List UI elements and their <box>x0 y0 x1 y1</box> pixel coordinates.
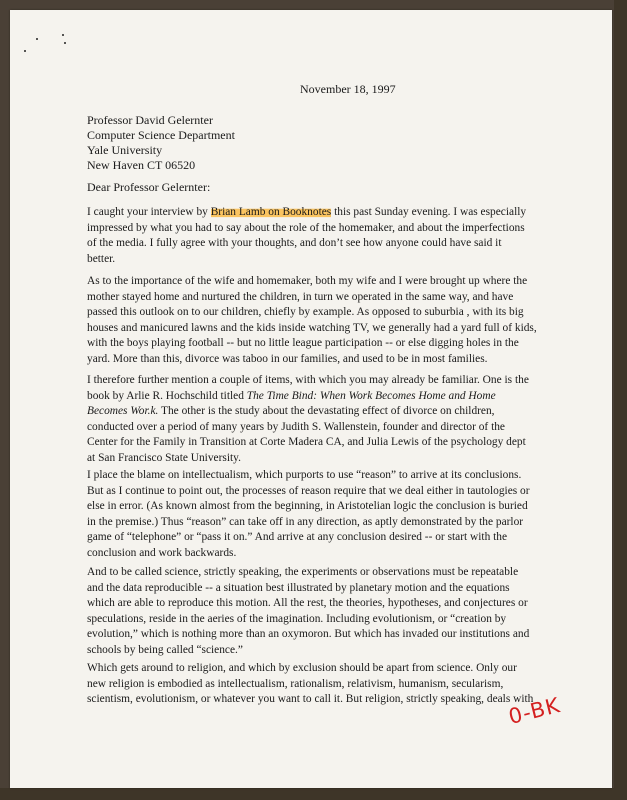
text-line: scientism, evolutionism, or whatever you want to call it. But religion, strictly speaking, deals with <box>87 693 534 706</box>
letter-date: November 18, 1997 <box>300 82 396 96</box>
book-title: The Time Bind: When Work Becomes Home and Home <box>246 389 496 402</box>
text-line: yard. More than this, divorce was taboo in our families, and used to be in most families. <box>87 352 488 365</box>
text-line: conducted over a period of many years by Judith S. Wallenstein, founder and director of the <box>87 420 505 433</box>
recipient-address <box>87 113 235 173</box>
scan-border-right <box>614 0 627 800</box>
text-line: Which gets around to religion, and which by exclusion should be apart from science. Only our <box>87 662 517 674</box>
text-line: I therefore further mention a couple of items, with which you may already be familiar. One is the <box>87 374 529 386</box>
text-line: new religion is embodied as intellectualism, rationalism, relativism, humanism, secularism, <box>87 677 504 690</box>
text-line: conclusion and work backwards. <box>87 546 237 559</box>
scan-specks <box>22 28 82 58</box>
handwritten-note: 0-BK <box>506 693 563 729</box>
paragraph-2 <box>87 274 557 368</box>
recipient-line: New Haven CT 06520 <box>87 158 196 172</box>
text-line: and the data reproducible -- a situation best illustrated by planetary motion and the equations <box>87 581 510 594</box>
text-line: passed this outlook on to our children, chiefly by example. As opposed to suburbia , with its big <box>87 306 524 319</box>
text-line <box>87 205 557 221</box>
text-line: at San Francisco State University. <box>87 451 241 464</box>
highlighted-text: Brian Lamb on Booknotes <box>210 206 332 218</box>
text-line: else in error. (As known almost from the beginning, in Aristotelian logic the conclusion is buried <box>87 500 528 513</box>
text-line: in the premise.) Thus “reason” can take off in any direction, as aptly demonstrated by the parlor <box>87 515 524 528</box>
paragraph-3 <box>87 373 557 467</box>
text-line: which are able to reproduce this motion. All the rest, the theories, hypotheses, and conjectures or <box>87 597 528 610</box>
text-line: of the media. I fully agree with your thoughts, and don’t see how anyone could have said it <box>87 237 502 250</box>
text-line: better. <box>87 252 116 265</box>
text-line: And to be called science, strictly speaking, the experiments or observations must be repeatable <box>87 566 519 578</box>
text-fragment: I caught your interview by <box>87 206 211 218</box>
text-line: mother stayed home and nurtured the children, in turn we operated in the same way, and have <box>87 290 514 303</box>
text-line: houses and manicured lawns and the kids inside watching TV, we generally had a yard full of kids, <box>87 321 537 334</box>
text-line: evolution,” which is nothing more than an oxymoron. But which has invaded our institutions and <box>87 628 530 641</box>
text-line: As to the importance of the wife and homemaker, both my wife and I were brought up where the <box>87 275 528 287</box>
text-line: I place the blame on intellectualism, which purports to use “reason” to arrive at its conclusions. <box>87 469 522 481</box>
recipient-line: Professor David Gelernter <box>87 113 213 127</box>
book-title: Becomes Wor.k. <box>87 405 159 418</box>
text-fragment: The other is the study about the devastating effect of divorce on children, <box>158 405 495 418</box>
text-line <box>87 389 557 405</box>
paragraph-1 <box>87 205 557 267</box>
paragraph-5 <box>87 565 557 659</box>
text-line: But as I continue to point out, the processes of reason require that we deal either in tautologies or <box>87 484 530 497</box>
text-fragment: book by Arlie R. Hochschild titled <box>87 389 247 402</box>
paragraph-4 <box>87 468 557 562</box>
recipient-line: Computer Science Department <box>87 128 235 142</box>
text-line: Center for the Family in Transition at Corte Madera CA, and Julia Lewis of the psychology dept <box>87 436 526 449</box>
text-fragment: this past Sunday evening. I was especially <box>331 206 527 218</box>
text-line: schools by being called “science.” <box>87 643 243 656</box>
scan-border-bottom <box>0 788 627 800</box>
salutation: Dear Professor Gelernter: <box>87 180 211 194</box>
text-line: with the boys playing football -- but no little league participation -- or else digging holes in the <box>87 337 519 350</box>
text-line: speculations, reside in the aeries of the imagination. Including evolutionism, or “creation by <box>87 612 507 625</box>
paragraph-6 <box>87 661 557 708</box>
text-line: game of “telephone” or “pass it on.” And arrive at any conclusion desired -- or start with the <box>87 531 508 544</box>
text-line <box>87 404 557 420</box>
recipient-line: Yale University <box>87 143 163 157</box>
text-line: impressed by what you had to say about the role of the homemaker, and about the imperfections <box>87 221 525 234</box>
